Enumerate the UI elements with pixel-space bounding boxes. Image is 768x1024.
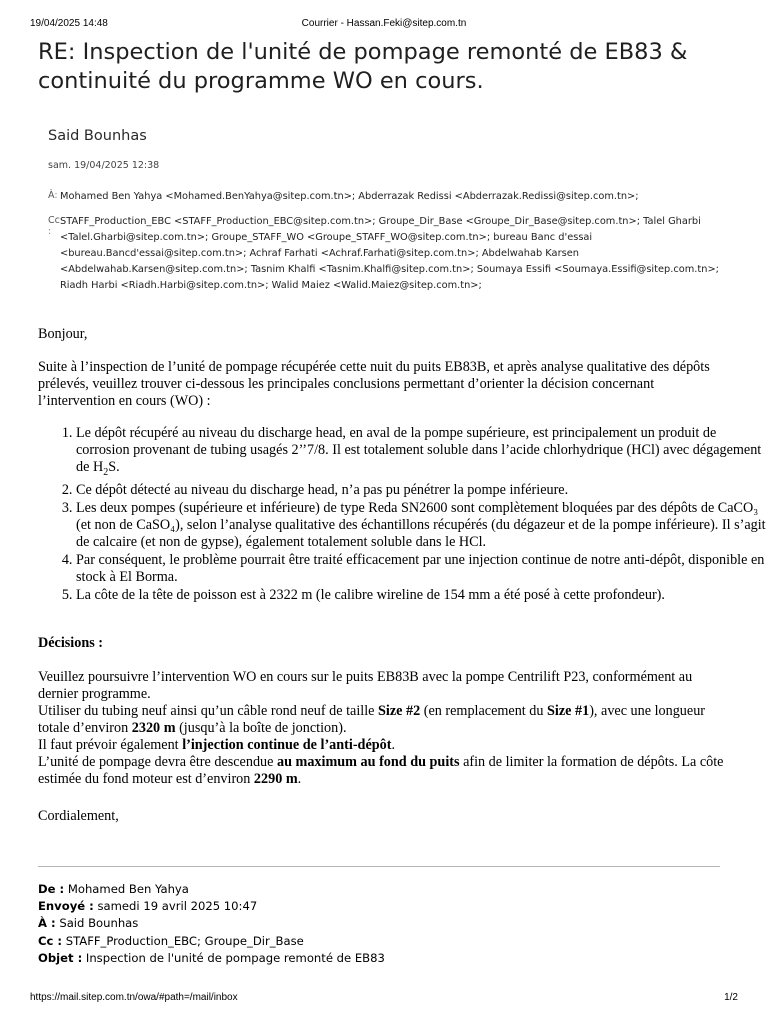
decision-line: Il faut prévoir également l’injection continue de l’anti-dépôt.	[38, 737, 395, 753]
cc-line: Riadh Harbi <Riadh.Harbi@sitep.com.tn>; Walid Maiez <Walid.Maiez@sitep.com.tn>;	[60, 280, 482, 291]
cc-line: STAFF_Production_EBC <STAFF_Production_EBC@sitep.com.tn>; Groupe_Dir_Base <Groupe_Dir_Base@sitep.com.tn>; Talel Gharbi	[60, 216, 701, 227]
list-item: 3. Les deux pompes (supérieure et inférieure) de type Reda SN2600 sont complètement bloquées par des dépôts de CaCO₃ (et non de CaSO₄), selon l’analyse qualitative des échantillons récupérés (du dégazeur et de la pompe inférieure). Il s’agit de calcaire (et non de gypse), également totalement soluble dans le HCl.	[76, 500, 768, 551]
conclusions-list	[38, 425, 768, 605]
decision-line: L’unité de pompage devra être descendue au maximum au fond du puits afin de limiter la formation de dépôts. La côte estimée du fond moteur est d’environ 2290 m.	[38, 754, 724, 787]
cc-line: <Talel.Gharbi@sitep.com.tn>; Groupe_STAFF_WO <Groupe_STAFF_WO@sitep.com.tn>; bureau Banc d'essai	[60, 232, 593, 243]
list-item: 2. Ce dépôt détecté au niveau du discharge head, n’a pas pu pénétrer la pompe inférieure.	[76, 482, 768, 499]
closing: Cordialement,	[38, 808, 119, 824]
decision-line: Veuillez poursuivre l’intervention WO en cours sur le puits EB83B avec la pompe Centrilift P23, conformément au dernier programme.	[38, 669, 693, 702]
fwd-cc: Cc : STAFF_Production_EBC; Groupe_Dir_Base	[38, 933, 304, 948]
sent-date: sam. 19/04/2025 12:38	[48, 160, 160, 171]
cc-line: <Abdelwahab.Karsen@sitep.com.tn>; Tasnim Khalfi <Tasnim.Khalfi@sitep.com.tn>; Soumaya Essifi <Soumaya.Essifi@sitep.com.tn>;	[60, 264, 719, 275]
cc-label: Cc :	[48, 215, 60, 237]
forwarded-header	[38, 881, 385, 967]
decision-line: Utiliser du tubing neuf ainsi qu’un câble rond neuf de taille Size #2 (en remplacement du Size #1), avec une longueur totale d’environ 2320 m (jusqu’à la boîte de jonction).	[38, 703, 706, 736]
print-window-title: Courrier - Hassan.Feki@sitep.com.tn	[301, 18, 467, 29]
page-number: 1/2	[724, 992, 738, 1003]
to-label: À:	[48, 190, 58, 201]
print-header	[30, 18, 738, 32]
sender-name[interactable]: Said Bounhas	[48, 128, 147, 144]
divider	[38, 866, 720, 867]
decisions-paragraph	[38, 669, 732, 788]
cc-line: <bureau.Bancd'essai@sitep.com.tn>; Achraf Farhati <Achraf.Farhati@sitep.com.tn>; Abdelwahab Karsen	[60, 248, 579, 259]
email-subject: RE: Inspection de l'unité de pompage remonté de EB83 & continuité du programme WO en cours.	[38, 39, 688, 94]
intro-paragraph: Suite à l’inspection de l’unité de pompage récupérée cette nuit du puits EB83B, et après analyse qualitative des dépôts prélevés, veuillez trouver ci-dessous les principales conclusions permettant d’orienter la décision concernant l’intervention en cours (WO) :	[38, 359, 710, 409]
list-item: 5. La côte de la tête de poisson est à 2322 m (le calibre wireline de 154 mm a été posé à cette profondeur).	[76, 587, 768, 604]
page-url-link[interactable]: https://mail.sitep.com.tn/owa/#path=/mail/inbox	[30, 992, 238, 1003]
print-datetime: 19/04/2025 14:48	[30, 18, 108, 29]
list-item: 4. Par conséquent, le problème pourrait être traité efficacement par une injection continue de notre anti-dépôt, disponible en stock à El Borma.	[76, 552, 768, 586]
fwd-sent: Envoyé : samedi 19 avril 2025 10:47	[38, 899, 258, 914]
fwd-from: De : Mohamed Ben Yahya	[38, 882, 189, 896]
greeting: Bonjour,	[38, 326, 88, 342]
decisions-heading: Décisions :	[38, 635, 104, 651]
fwd-to: À : Said Bounhas	[38, 916, 139, 931]
cc-recipients[interactable]	[60, 214, 730, 294]
to-line: Mohamed Ben Yahya <Mohamed.BenYahya@sitep.com.tn>; Abderrazak Redissi <Abderrazak.Redissi@sitep.com.tn>;	[60, 191, 639, 202]
fwd-subject: Objet : Inspection de l'unité de pompage remonté de EB83	[38, 950, 385, 965]
to-recipients[interactable]	[60, 189, 730, 205]
list-item: 1. Le dépôt récupéré au niveau du discharge head, en aval de la pompe supérieure, est principalement un produit de corrosion provenant de tubing usagés 2’’7/8. Il est totalement soluble dans l’acide chlorhydrique (HCl) avec dégagement de $H_2S$.	[76, 425, 768, 481]
print-footer	[30, 992, 738, 1006]
